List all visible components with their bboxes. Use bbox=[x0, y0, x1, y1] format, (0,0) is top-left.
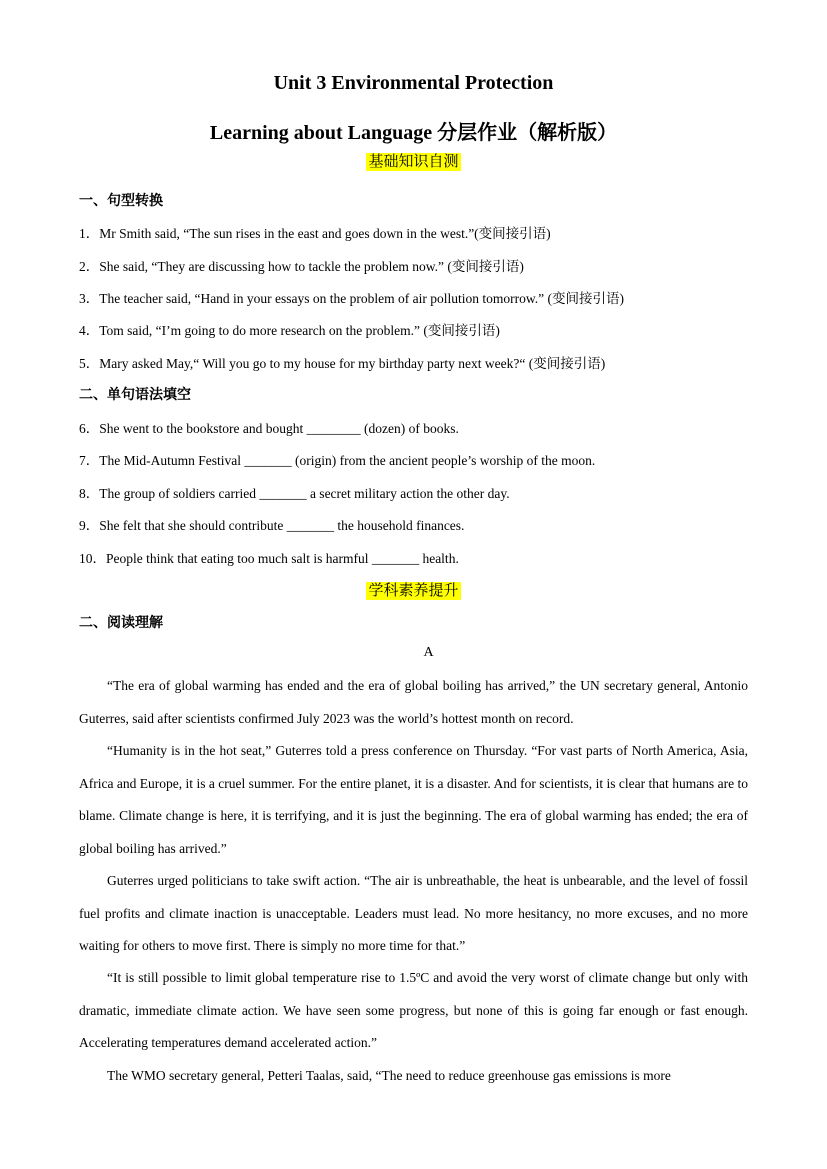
paragraph-1: “The era of global warming has ended and the era of global boiling has arrived,” the UN secretary general, Antonio Guterres, said after scientists confirmed July 2023 was the world’s hottest month on record. bbox=[79, 678, 748, 726]
section-heading-sentence-transformation: 一、句型转换 bbox=[79, 194, 163, 209]
question-2: 2．She said, “They are discussing how to tackle the problem now.” (变间接引语) bbox=[79, 259, 524, 274]
paragraph-4: “It is still possible to limit global temperature rise to 1.5ºC and avoid the very worst of climate change but only with dramatic, immediate climate action. We have seen some progress, but none of this is going far enough or fast enough. Accelerating temperatures demand accelerated action.” bbox=[79, 970, 748, 1050]
document-title: Unit 3 Environmental Protection bbox=[273, 72, 554, 94]
question-4: 4．Tom said, “I’m going to do more research on the problem.” (变间接引语) bbox=[79, 323, 500, 338]
section-heading-grammar-fill: 二、单句语法填空 bbox=[79, 388, 191, 403]
question-9: 9．She felt that she should contribute _______ the household finances. bbox=[79, 518, 465, 533]
section-banner-basic bbox=[0, 150, 827, 171]
question-1: 1．Mr Smith said, “The sun rises in the east and goes down in the west.”(变间接引语) bbox=[79, 226, 551, 241]
paragraph-5: The WMO secretary general, Petteri Taalas, said, “The need to reduce greenhouse gas emissions is more bbox=[107, 1068, 671, 1083]
section-heading-reading: 二、阅读理解 bbox=[79, 616, 163, 631]
question-10: 10．People think that eating too much salt is harmful _______ health. bbox=[79, 551, 459, 566]
banner-basic-text: 基础知识自测 bbox=[368, 154, 459, 170]
paragraph-3: Guterres urged politicians to take swift action. “The air is unbreathable, the heat is unbearable, and the level of fossil fuel profits and climate inaction is unacceptable. Leaders must lead. No more hesitancy, no more excuses, and no more waiting for others to move first. There is simply no more time for that.” bbox=[79, 873, 748, 953]
passage-label: A bbox=[423, 645, 434, 660]
question-7: 7．The Mid-Autumn Festival _______ (origin) from the ancient people’s worship of the moon. bbox=[79, 453, 596, 468]
question-3: 3．The teacher said, “Hand in your essays on the problem of air pollution tomorrow.” (变间接引语) bbox=[79, 291, 624, 306]
question-5: 5．Mary asked May,“ Will you go to my house for my birthday party next week?“ (变间接引语) bbox=[79, 356, 606, 371]
question-6: 6．She went to the bookstore and bought ________ (dozen) of books. bbox=[79, 421, 459, 436]
document-subtitle: Learning about Language 分层作业（解析版） bbox=[209, 122, 618, 144]
section-banner-advanced bbox=[0, 579, 827, 600]
question-8: 8．The group of soldiers carried _______ a secret military action the other day. bbox=[79, 486, 510, 501]
banner-advanced-text: 学科素养提升 bbox=[368, 583, 459, 599]
paragraph-2: “Humanity is in the hot seat,” Guterres told a press conference on Thursday. “For vast parts of North America, Asia, Africa and Europe, it is a cruel summer. For the entire planet, it is a disaster. And for scientists, it is clear that humans are to blame. Climate change is here, it is terrifying, and it is just the beginning. The era of global warming has ended; the era of global boiling has arrived.” bbox=[79, 743, 748, 856]
